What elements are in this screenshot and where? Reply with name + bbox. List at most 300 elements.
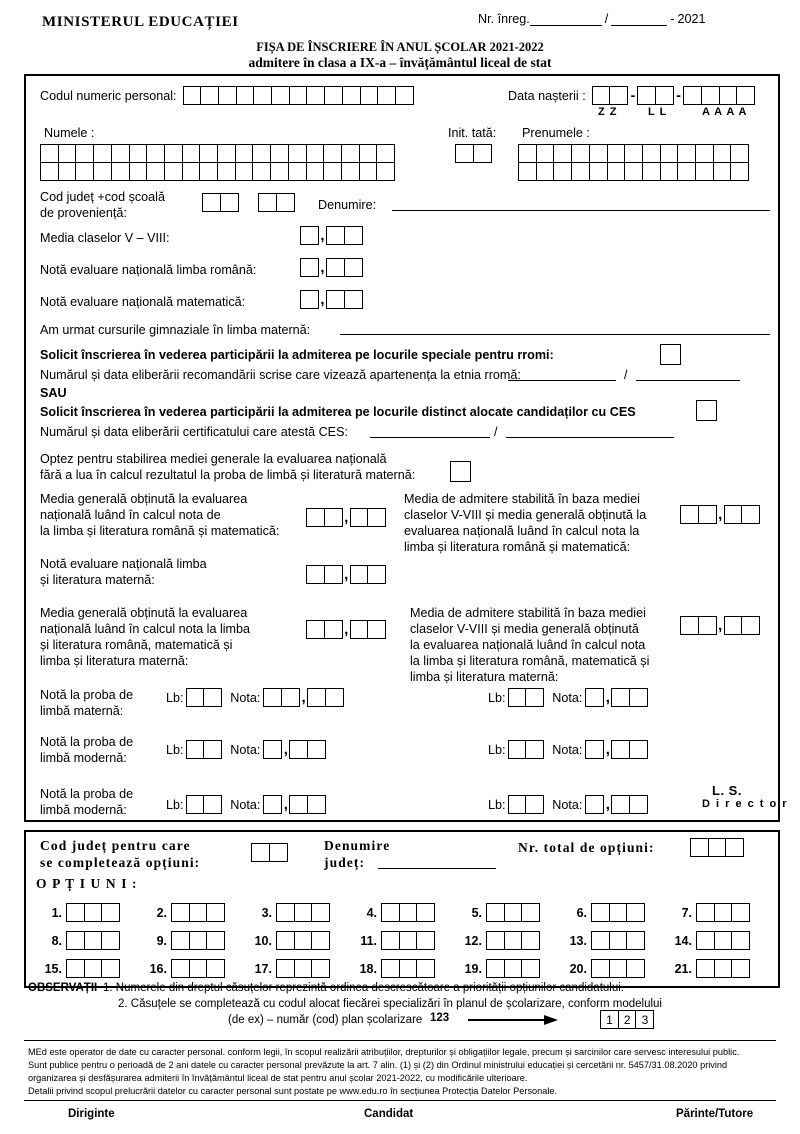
lastname-box[interactable] (235, 144, 254, 163)
option-code-boxes[interactable] (276, 931, 330, 950)
option-code-box[interactable] (521, 903, 540, 922)
nota-box[interactable] (289, 740, 308, 759)
option-code-boxes[interactable] (171, 903, 225, 922)
lastname-box[interactable] (58, 144, 77, 163)
firstname-box[interactable] (571, 144, 590, 163)
lastname-box[interactable] (164, 162, 183, 181)
option-code-box[interactable] (521, 931, 540, 950)
lastname-box[interactable] (199, 162, 218, 181)
proba-moderna2-lb-label-2: Lb: (488, 797, 506, 812)
cnp-box[interactable] (395, 86, 414, 105)
media-box[interactable] (680, 505, 699, 524)
media-box[interactable] (300, 226, 319, 245)
firstname-box[interactable] (553, 162, 572, 181)
option-code-boxes[interactable] (591, 959, 645, 978)
media-box[interactable] (698, 505, 717, 524)
lastname-box[interactable] (376, 144, 395, 163)
county-code-box[interactable] (202, 193, 221, 212)
lastname-box[interactable] (376, 162, 395, 181)
lastname-box[interactable] (306, 144, 325, 163)
nota-box[interactable] (585, 740, 604, 759)
option-code-box[interactable] (416, 959, 435, 978)
limba-materna-input[interactable] (340, 334, 770, 335)
option-code-box[interactable] (84, 959, 103, 978)
firstname-box[interactable] (642, 162, 661, 181)
nota-box[interactable] (307, 795, 326, 814)
media-box[interactable] (724, 616, 743, 635)
option-code-box[interactable] (609, 903, 628, 922)
lb-box[interactable] (508, 740, 527, 759)
option-code-box[interactable] (311, 959, 330, 978)
media-box[interactable] (367, 508, 386, 527)
nota-box[interactable] (300, 258, 319, 277)
lastname-box[interactable] (111, 144, 130, 163)
lastname-box[interactable] (146, 162, 165, 181)
birth-year-box[interactable] (719, 86, 738, 105)
media-box[interactable] (306, 508, 325, 527)
proba-moderna2-line2: limbă modernă: (40, 803, 127, 817)
firstname-box[interactable] (607, 144, 626, 163)
cnp-box[interactable] (289, 86, 308, 105)
decimal-comma: , (320, 291, 325, 308)
firstname-box[interactable] (695, 144, 714, 163)
lastname-box[interactable] (252, 144, 271, 163)
lastname-box[interactable] (270, 144, 289, 163)
nota-box[interactable] (307, 740, 326, 759)
lastname-box[interactable] (93, 162, 112, 181)
nota-box[interactable] (629, 740, 648, 759)
option-code-box[interactable] (696, 959, 715, 978)
option-code-box[interactable] (294, 903, 313, 922)
firstname-box[interactable] (589, 162, 608, 181)
option-code-box[interactable] (504, 931, 523, 950)
media-box[interactable] (741, 505, 760, 524)
reg-serial-input[interactable] (611, 12, 667, 26)
media-box[interactable] (741, 616, 760, 635)
lastname-box[interactable] (58, 162, 77, 181)
option-code-box[interactable] (609, 931, 628, 950)
lastname-box[interactable] (341, 144, 360, 163)
cnp-box[interactable] (183, 86, 202, 105)
firstname-box[interactable] (677, 162, 696, 181)
option-code-box[interactable] (311, 931, 330, 950)
media-box[interactable] (367, 620, 386, 639)
nota-box[interactable] (344, 258, 363, 277)
birth-year-boxes[interactable] (683, 86, 755, 105)
ces-number-input[interactable] (370, 437, 490, 438)
proba-moderna2-line1: Notă la proba de (40, 787, 134, 801)
firstname-box[interactable] (713, 144, 732, 163)
option-code-box[interactable] (416, 903, 435, 922)
media-box[interactable] (324, 620, 343, 639)
option-code-box[interactable] (399, 931, 418, 950)
option-code-box[interactable] (171, 959, 190, 978)
firstname-box[interactable] (660, 144, 679, 163)
option-code-box[interactable] (311, 903, 330, 922)
lastname-box[interactable] (359, 144, 378, 163)
denumire-label: Denumire: (318, 198, 377, 212)
initial-boxes[interactable] (455, 144, 492, 163)
nota-box[interactable] (344, 290, 363, 309)
option-code-boxes[interactable] (381, 903, 435, 922)
option-code-box[interactable] (696, 903, 715, 922)
option-code-box[interactable] (504, 903, 523, 922)
option-code-boxes[interactable] (276, 903, 330, 922)
nota-box[interactable] (611, 795, 630, 814)
option-code-box[interactable] (486, 903, 505, 922)
initial-box[interactable] (473, 144, 492, 163)
request-ces-checkbox[interactable] (696, 400, 717, 421)
option-code-box[interactable] (276, 931, 295, 950)
option-number: 14. (674, 933, 692, 948)
media-v-viii-input[interactable] (300, 226, 363, 245)
firstname-box[interactable] (677, 144, 696, 163)
media-box[interactable] (344, 226, 363, 245)
lastname-box[interactable] (323, 162, 342, 181)
initial-box[interactable] (455, 144, 474, 163)
firstname-box[interactable] (624, 144, 643, 163)
option-code-boxes[interactable] (381, 931, 435, 950)
nota-box[interactable] (611, 740, 630, 759)
media-adm-full-input[interactable] (680, 616, 760, 635)
cnp-box[interactable] (200, 86, 219, 105)
birth-year-box[interactable] (736, 86, 755, 105)
cnp-box[interactable] (236, 86, 255, 105)
option-code-box[interactable] (626, 959, 645, 978)
lb-box[interactable] (508, 795, 527, 814)
denumire-judet-input[interactable] (378, 868, 496, 869)
option-code-box[interactable] (609, 959, 628, 978)
lastname-box[interactable] (217, 162, 236, 181)
media-box[interactable] (326, 226, 345, 245)
lastname-box[interactable] (270, 162, 289, 181)
option-code-box[interactable] (504, 959, 523, 978)
option-code-boxes[interactable] (66, 931, 120, 950)
total-options-label: Nr. total de opțiuni: (518, 840, 655, 855)
nota-box[interactable] (325, 688, 344, 707)
ces-date-input[interactable] (506, 437, 674, 438)
nota-box[interactable] (326, 258, 345, 277)
firstname-box[interactable] (695, 162, 714, 181)
lastname-box[interactable] (323, 144, 342, 163)
example-boxes (600, 1010, 654, 1029)
firstname-box[interactable] (713, 162, 732, 181)
option-code-box[interactable] (399, 903, 418, 922)
lastname-boxes-row2[interactable] (40, 162, 395, 181)
option-code-box[interactable] (731, 931, 750, 950)
form-title-line1: FIȘA DE ÎNSCRIERE ÎN ANUL ȘCOLAR 2021-2022 (256, 40, 544, 54)
option-code-box[interactable] (206, 903, 225, 922)
firstname-box[interactable] (730, 144, 749, 163)
cnp-box[interactable] (306, 86, 325, 105)
nota-box[interactable] (263, 795, 282, 814)
option-code-box[interactable] (101, 903, 120, 922)
option-code-box[interactable] (276, 959, 295, 978)
option-code-box[interactable] (591, 903, 610, 922)
nota-box[interactable] (263, 688, 282, 707)
media-nat-ro-mat-input[interactable] (306, 508, 386, 527)
lb-box[interactable] (525, 795, 544, 814)
lastname-box[interactable] (341, 162, 360, 181)
cnp-box[interactable] (324, 86, 343, 105)
option-code-box[interactable] (591, 931, 610, 950)
nota-box[interactable] (350, 565, 369, 584)
option-code-box[interactable] (66, 903, 85, 922)
lastname-box[interactable] (288, 162, 307, 181)
proba-moderna2-left-group (166, 795, 326, 814)
lastname-box[interactable] (182, 144, 201, 163)
nota-romana-input[interactable] (300, 258, 363, 277)
lastname-box[interactable] (288, 144, 307, 163)
cnp-box[interactable] (342, 86, 361, 105)
option-code-box[interactable] (714, 959, 733, 978)
option-code-box[interactable] (66, 959, 85, 978)
total-options-boxes[interactable] (690, 838, 744, 857)
media-box[interactable] (306, 620, 325, 639)
cnp-box[interactable] (377, 86, 396, 105)
lastname-box[interactable] (129, 162, 148, 181)
decimal-comma: , (718, 506, 723, 523)
birth-month-box[interactable] (655, 86, 674, 105)
option-code-boxes[interactable] (171, 931, 225, 950)
media-nat-full-input[interactable] (306, 620, 386, 639)
media-nat-ro-mat-line2: națională luând în calcul nota de (40, 508, 221, 522)
option-code-box[interactable] (189, 959, 208, 978)
school-code-box[interactable] (276, 193, 295, 212)
firstname-boxes-row2[interactable] (518, 162, 749, 181)
option-code-boxes[interactable] (696, 903, 750, 922)
nota-box[interactable] (585, 795, 604, 814)
lb-box[interactable] (186, 688, 205, 707)
option-code-box[interactable] (84, 931, 103, 950)
firstname-box[interactable] (518, 162, 537, 181)
lastname-box[interactable] (75, 162, 94, 181)
birth-day-box[interactable] (592, 86, 611, 105)
birth-year-box[interactable] (701, 86, 720, 105)
option-code-boxes[interactable] (486, 959, 540, 978)
firstname-box[interactable] (660, 162, 679, 181)
county-options-code-box[interactable] (269, 843, 288, 862)
option-code-box[interactable] (731, 903, 750, 922)
lastname-box[interactable] (129, 144, 148, 163)
option-code-box[interactable] (66, 931, 85, 950)
lb-box[interactable] (525, 688, 544, 707)
total-options-box[interactable] (690, 838, 709, 857)
option-code-box[interactable] (171, 931, 190, 950)
media-adm-ro-mat-input[interactable] (680, 505, 760, 524)
option-code-box[interactable] (486, 931, 505, 950)
option-code-box[interactable] (276, 903, 295, 922)
lb-box[interactable] (525, 740, 544, 759)
cnp-box[interactable] (271, 86, 290, 105)
ces-detail-label: Numărul și data eliberării certificatului care atestă CES: (40, 425, 348, 439)
nota-box[interactable] (367, 565, 386, 584)
nota-box[interactable] (324, 565, 343, 584)
school-code-boxes[interactable] (258, 193, 295, 212)
rromi-date-input[interactable] (636, 380, 740, 381)
birth-month-box[interactable] (637, 86, 656, 105)
option-code-box[interactable] (626, 931, 645, 950)
option-entry (561, 959, 666, 978)
lb-box[interactable] (203, 740, 222, 759)
firstname-box[interactable] (730, 162, 749, 181)
media-box[interactable] (680, 616, 699, 635)
birth-day-boxes[interactable] (592, 86, 629, 105)
option-code-boxes[interactable] (171, 959, 225, 978)
denumire-input[interactable] (392, 210, 770, 211)
option-code-boxes[interactable] (486, 903, 540, 922)
lastname-box[interactable] (164, 144, 183, 163)
cnp-input-boxes[interactable] (183, 86, 414, 105)
firstname-box[interactable] (536, 144, 555, 163)
option-code-box[interactable] (399, 959, 418, 978)
media-box[interactable] (698, 616, 717, 635)
option-code-box[interactable] (696, 931, 715, 950)
nota-materna-input[interactable] (306, 565, 386, 584)
proba-materna-line2: limbă maternă: (40, 704, 124, 718)
rromi-number-input[interactable] (508, 380, 616, 381)
firstname-box[interactable] (624, 162, 643, 181)
reg-number-input[interactable] (530, 12, 602, 26)
lb-box[interactable] (186, 795, 205, 814)
option-number: 1. (51, 905, 62, 920)
county-code-box[interactable] (220, 193, 239, 212)
nota-box[interactable] (281, 688, 300, 707)
option-code-box[interactable] (731, 959, 750, 978)
county-options-code-boxes[interactable] (251, 843, 288, 862)
lastname-box[interactable] (93, 144, 112, 163)
option-code-box[interactable] (294, 931, 313, 950)
lastname-box[interactable] (111, 162, 130, 181)
option-code-box[interactable] (206, 959, 225, 978)
option-code-box[interactable] (101, 959, 120, 978)
lastname-box[interactable] (75, 144, 94, 163)
option-code-boxes[interactable] (486, 931, 540, 950)
county-options-code-box[interactable] (251, 843, 270, 862)
lastname-box[interactable] (252, 162, 271, 181)
nota-box[interactable] (611, 688, 630, 707)
option-code-box[interactable] (591, 959, 610, 978)
cnp-box[interactable] (218, 86, 237, 105)
firstname-box[interactable] (642, 144, 661, 163)
media-box[interactable] (724, 505, 743, 524)
lastname-box[interactable] (217, 144, 236, 163)
option-code-box[interactable] (294, 959, 313, 978)
option-code-boxes[interactable] (591, 931, 645, 950)
total-options-box[interactable] (725, 838, 744, 857)
ces-slash: / (494, 425, 498, 439)
firstname-box[interactable] (589, 144, 608, 163)
nota-box[interactable] (289, 795, 308, 814)
option-code-boxes[interactable] (66, 903, 120, 922)
nota-box[interactable] (585, 688, 604, 707)
nota-box[interactable] (306, 565, 325, 584)
lastname-box[interactable] (40, 162, 59, 181)
signature-diriginte: Diriginte (68, 1108, 115, 1120)
firstname-box[interactable] (518, 144, 537, 163)
cnp-box[interactable] (360, 86, 379, 105)
lb-box[interactable] (508, 688, 527, 707)
birth-year-box[interactable] (683, 86, 702, 105)
option-number: 7. (681, 905, 692, 920)
option-code-box[interactable] (486, 959, 505, 978)
lastname-box[interactable] (199, 144, 218, 163)
total-options-box[interactable] (708, 838, 727, 857)
media-box[interactable] (350, 620, 369, 639)
option-code-box[interactable] (101, 931, 120, 950)
option-code-box[interactable] (521, 959, 540, 978)
option-code-boxes[interactable] (696, 931, 750, 950)
lastname-box[interactable] (235, 162, 254, 181)
lb-box[interactable] (203, 688, 222, 707)
optez-checkbox[interactable] (450, 461, 471, 482)
option-code-box[interactable] (381, 959, 400, 978)
cnp-box[interactable] (253, 86, 272, 105)
option-code-box[interactable] (381, 931, 400, 950)
firstname-box[interactable] (553, 144, 572, 163)
nota-box[interactable] (629, 688, 648, 707)
option-code-box[interactable] (171, 903, 190, 922)
lastname-box[interactable] (359, 162, 378, 181)
nota-matematica-label: Notă evaluare națională matematică: (40, 295, 246, 309)
option-code-box[interactable] (189, 903, 208, 922)
nota-box[interactable] (263, 740, 282, 759)
school-code-box[interactable] (258, 193, 277, 212)
media-box[interactable] (350, 508, 369, 527)
lastname-box[interactable] (146, 144, 165, 163)
option-code-boxes[interactable] (381, 959, 435, 978)
birth-month-boxes[interactable] (637, 86, 674, 105)
media-box[interactable] (324, 508, 343, 527)
birth-day-box[interactable] (609, 86, 628, 105)
optiuni-label: O P Ț I U N I : (36, 876, 138, 891)
option-code-boxes[interactable] (591, 903, 645, 922)
option-code-boxes[interactable] (66, 959, 120, 978)
firstname-boxes-row1[interactable] (518, 144, 749, 163)
option-entry (456, 959, 561, 978)
option-code-box[interactable] (84, 903, 103, 922)
firstname-box[interactable] (536, 162, 555, 181)
option-number: 9. (156, 933, 167, 948)
request-rromi-checkbox[interactable] (660, 344, 681, 365)
nota-box[interactable] (629, 795, 648, 814)
option-code-box[interactable] (381, 903, 400, 922)
lastname-box[interactable] (306, 162, 325, 181)
county-code-boxes[interactable] (202, 193, 239, 212)
option-code-box[interactable] (206, 931, 225, 950)
lastname-box[interactable] (40, 144, 59, 163)
firstname-box[interactable] (571, 162, 590, 181)
firstname-box[interactable] (607, 162, 626, 181)
lb-box[interactable] (203, 795, 222, 814)
lastname-box[interactable] (182, 162, 201, 181)
nota-box[interactable] (307, 688, 326, 707)
nota-box[interactable] (326, 290, 345, 309)
option-code-box[interactable] (714, 903, 733, 922)
nota-matematica-input[interactable] (300, 290, 363, 309)
option-code-box[interactable] (626, 903, 645, 922)
option-code-box[interactable] (416, 931, 435, 950)
option-code-box[interactable] (714, 931, 733, 950)
option-code-boxes[interactable] (696, 959, 750, 978)
media-nat-ro-mat-line1: Media generală obținută la evaluarea (40, 492, 248, 506)
lb-box[interactable] (186, 740, 205, 759)
initial-label: Init. tată: (448, 126, 497, 140)
nota-box[interactable] (300, 290, 319, 309)
lastname-boxes[interactable] (40, 144, 395, 163)
option-code-box[interactable] (189, 931, 208, 950)
option-code-boxes[interactable] (276, 959, 330, 978)
